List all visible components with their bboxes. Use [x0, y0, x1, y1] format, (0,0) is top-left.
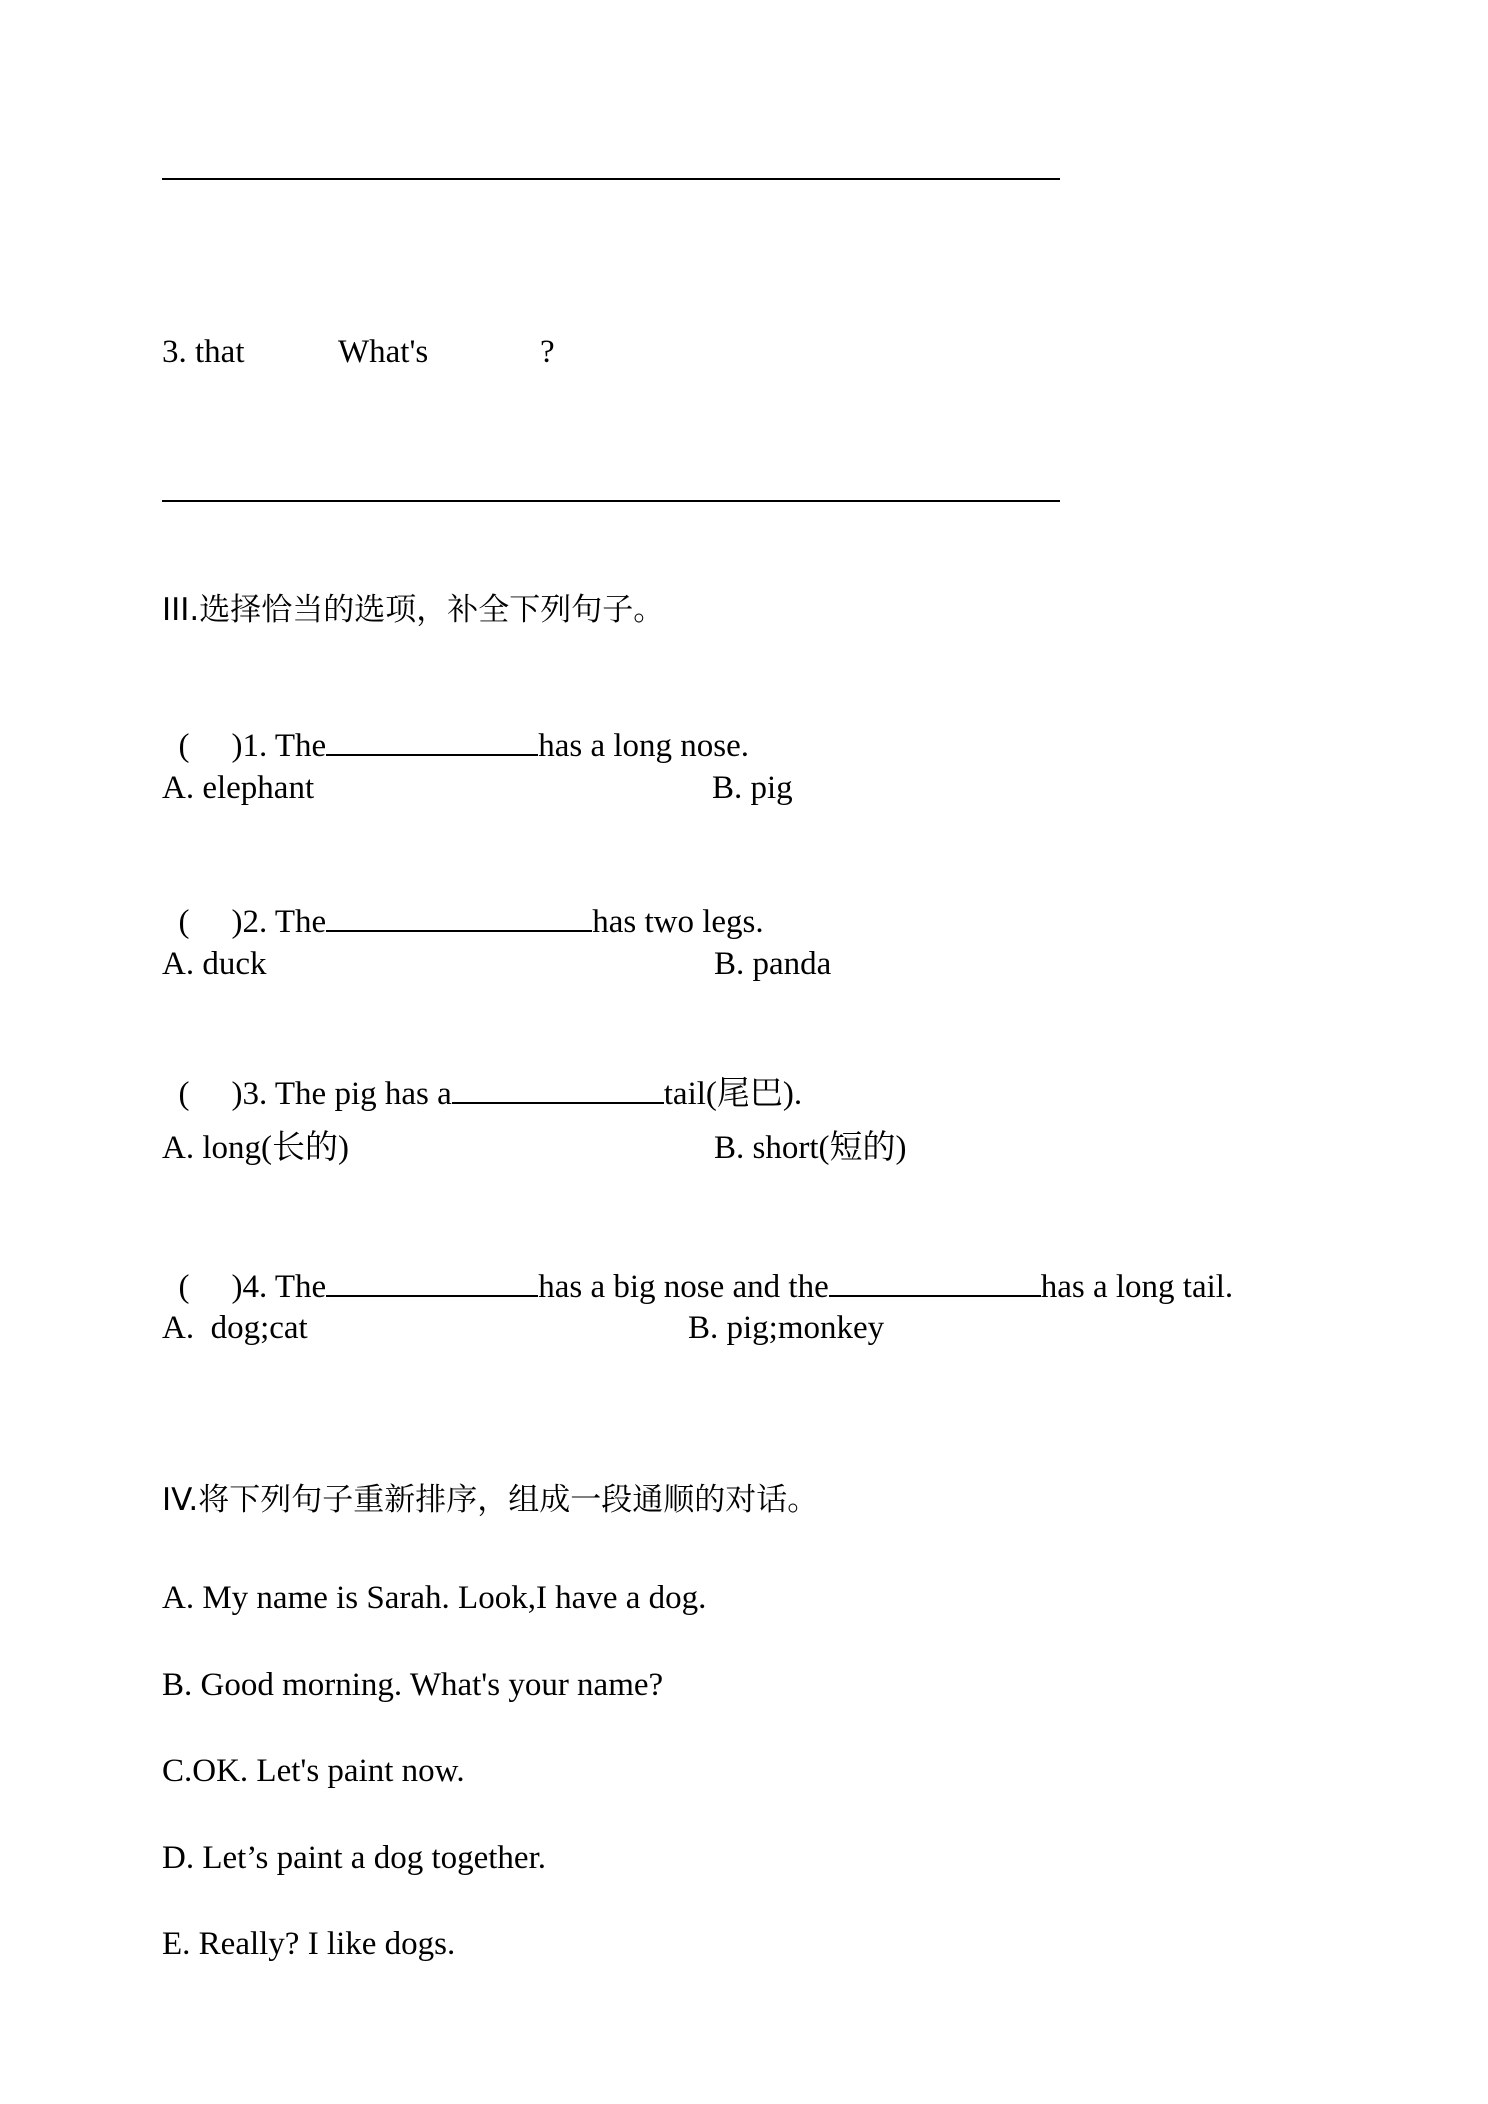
- s3-q2-option-a: A. duck: [162, 946, 267, 982]
- s3-q3: [162, 1032, 802, 1114]
- s4-item-c: C.OK. Let's paint now.: [162, 1753, 465, 1789]
- s4-item-d: D. Let’s paint a dog together.: [162, 1840, 546, 1876]
- section3-title: III.选择恰当的选项，补全下列句子。: [162, 592, 665, 628]
- s3-q1: [162, 684, 749, 766]
- s3-q3-blank[interactable]: [452, 1072, 664, 1104]
- s3-q2-stem: )2. The: [231, 904, 327, 940]
- s3-q3-option-b: B. short(短的): [714, 1130, 907, 1166]
- q3-word-whats: What's: [338, 334, 429, 370]
- section4-title: IV.将下列句子重新排序，组成一段通顺的对话。: [162, 1482, 819, 1518]
- s3-q4-stem: )4. The: [231, 1269, 327, 1305]
- s3-q1-blank[interactable]: [326, 724, 538, 756]
- s4-item-e: E. Really? I like dogs.: [162, 1926, 456, 1962]
- s4-item-a: A. My name is Sarah. Look,I have a dog.: [162, 1580, 707, 1616]
- s3-q3-option-a: A. long(长的): [162, 1130, 349, 1166]
- s3-q1-option-b: B. pig: [712, 770, 793, 806]
- s3-q2-open-paren: (: [178, 904, 190, 940]
- s3-q2-option-b: B. panda: [714, 946, 832, 982]
- s3-q4-after: has a long tail.: [1040, 1269, 1234, 1305]
- s3-q3-after: tail(尾巴).: [663, 1076, 803, 1112]
- s3-q4-mid: has a big nose and the: [538, 1269, 829, 1305]
- s3-q4-option-b: B. pig;monkey: [688, 1310, 885, 1346]
- s3-q1-option-a: A. elephant: [162, 770, 315, 806]
- s3-q3-open-paren: (: [178, 1076, 190, 1112]
- s3-q1-after: has a long nose.: [538, 728, 749, 764]
- s3-q1-open-paren: (: [178, 728, 190, 764]
- s3-q4: [162, 1225, 1233, 1307]
- s3-q4-blank-2[interactable]: [829, 1265, 1041, 1297]
- s3-q4-open-paren: (: [178, 1269, 190, 1305]
- s3-q4-blank-1[interactable]: [326, 1265, 538, 1297]
- s4-item-b: B. Good morning. What's your name?: [162, 1667, 664, 1703]
- q3-word-that: 3. that: [162, 334, 245, 370]
- s3-q2: [162, 860, 764, 942]
- s3-q2-blank[interactable]: [326, 900, 592, 932]
- s3-q3-stem: )3. The pig has a: [231, 1076, 452, 1112]
- s3-q4-option-a: A. dog;cat: [162, 1310, 308, 1346]
- answer-line-3[interactable]: [162, 500, 1060, 502]
- s3-q2-after: has two legs.: [592, 904, 764, 940]
- answer-line-2[interactable]: [162, 178, 1060, 180]
- q3-punct: ?: [540, 334, 555, 370]
- s3-q1-stem: )1. The: [231, 728, 327, 764]
